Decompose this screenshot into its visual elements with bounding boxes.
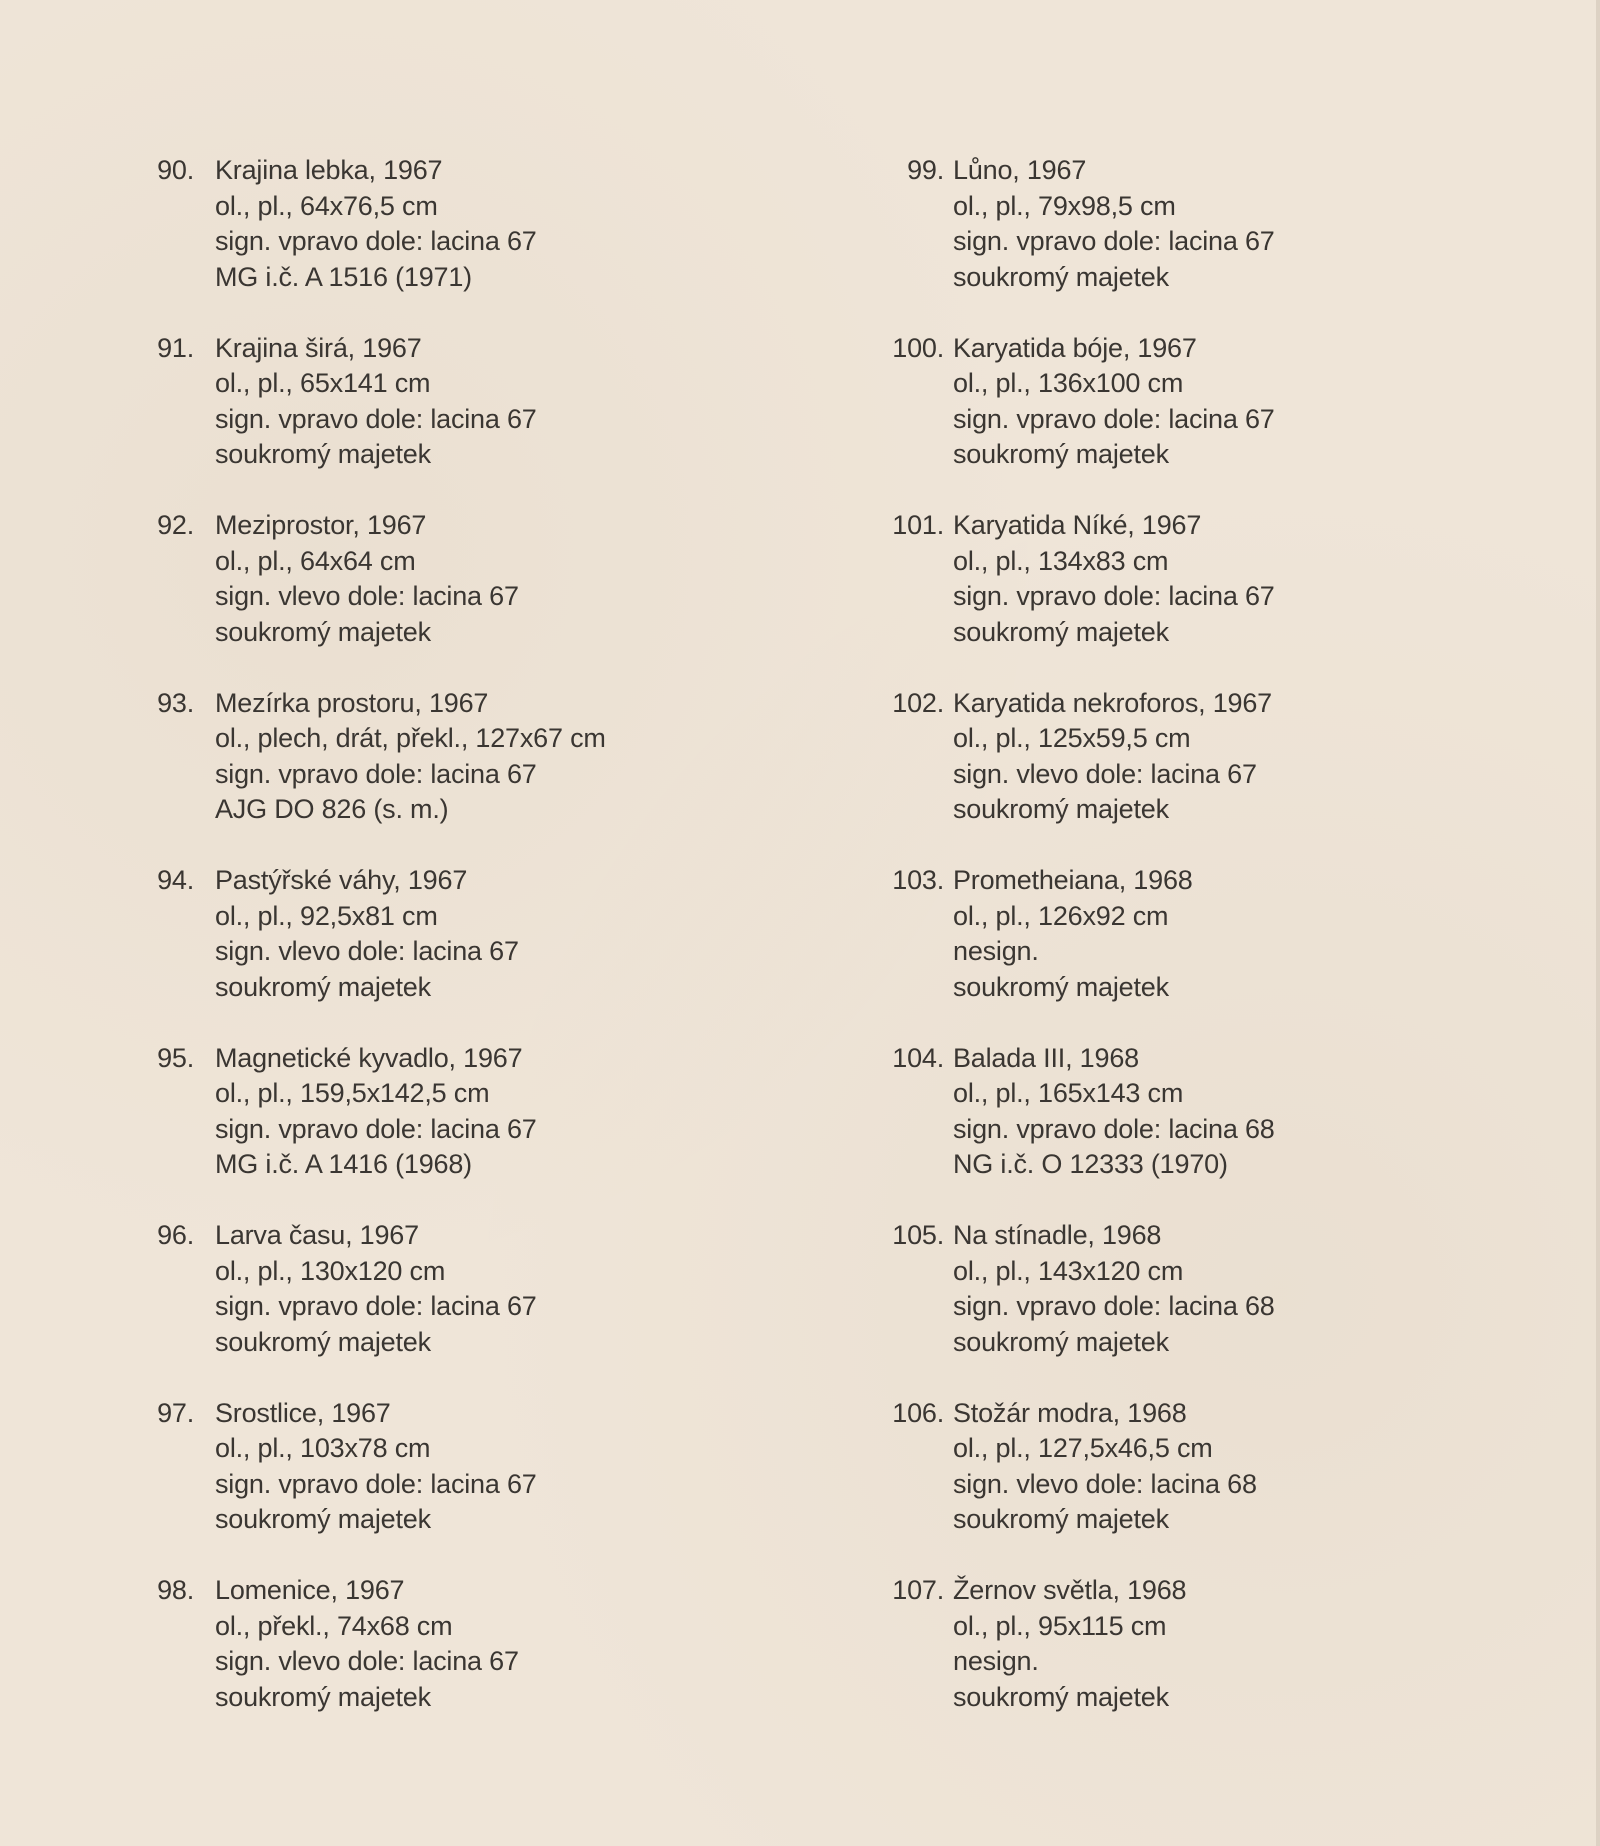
entry-number: 91.: [157, 332, 194, 363]
entry-medium: ol., pl., 165x143 cm: [953, 1078, 1184, 1108]
entry-medium: ol., pl., 95x115 cm: [953, 1610, 1167, 1641]
catalogue-entry: [148, 1041, 708, 1219]
entry-medium: ol., pl., 136x100 cm: [953, 368, 1184, 398]
entry-owner: soukromý majetek: [953, 971, 1169, 1002]
catalogue-entry: [884, 1573, 1444, 1751]
entry-owner: NG i.č. O 12333 (1970): [953, 1149, 1228, 1179]
entry-number: 101.: [892, 510, 944, 540]
entry-title: Krajina širá, 1967: [215, 332, 422, 363]
entry-owner: soukromý majetek: [215, 1326, 431, 1357]
entry-number: 105.: [892, 1220, 944, 1250]
catalogue-entry: [884, 686, 1444, 864]
entry-title: Na stínadle, 1968: [953, 1220, 1162, 1250]
catalogue-entry: [148, 863, 708, 1041]
entry-title: Pastýřské váhy, 1967: [215, 865, 468, 895]
catalogue-entry: [884, 508, 1444, 686]
entry-number: 104.: [892, 1042, 944, 1073]
entry-owner: soukromý majetek: [953, 439, 1169, 469]
entry-number: 103.: [892, 865, 944, 895]
entry-title: Balada III, 1968: [953, 1042, 1139, 1073]
entry-owner: soukromý majetek: [953, 1326, 1169, 1357]
entry-signature: sign. vpravo dole: lacina 67: [215, 1291, 537, 1321]
entry-number: 99.: [907, 155, 944, 185]
entry-signature: sign. vlevo dole: lacina 67: [215, 936, 519, 966]
entry-title: Stožár modra, 1968: [953, 1397, 1187, 1428]
entry-signature: nesign.: [953, 936, 1039, 966]
entry-owner: soukromý majetek: [215, 1681, 431, 1712]
entry-title: Larva času, 1967: [215, 1220, 419, 1250]
catalogue-entry: [148, 686, 708, 864]
entry-number: 90.: [157, 155, 194, 185]
entry-signature: sign. vpravo dole: lacina 67: [215, 1113, 537, 1144]
entry-medium: ol., pl., 130x120 cm: [215, 1255, 446, 1286]
entry-number: 93.: [157, 687, 194, 718]
entry-number: 102.: [892, 687, 944, 718]
entry-signature: sign. vlevo dole: lacina 67: [215, 581, 519, 611]
entry-owner: soukromý majetek: [953, 1504, 1169, 1534]
entry-number: 97.: [157, 1397, 194, 1428]
entry-title: Krajina lebka, 1967: [215, 155, 443, 185]
entry-owner: MG i.č. A 1416 (1968): [215, 1149, 472, 1179]
entry-signature: sign. vpravo dole: lacina 68: [953, 1291, 1275, 1321]
catalogue-entry: [884, 863, 1444, 1041]
catalogue-entry: [884, 1396, 1444, 1574]
entry-medium: ol., pl., 92,5x81 cm: [215, 900, 438, 931]
entry-medium: ol., pl., 125x59,5 cm: [953, 723, 1191, 753]
entry-title: Magnetické kyvadlo, 1967: [215, 1042, 523, 1073]
entry-number: 100.: [892, 332, 944, 363]
entry-signature: sign. vpravo dole: lacina 67: [215, 403, 537, 434]
entry-signature: sign. vpravo dole: lacina 67: [953, 581, 1275, 611]
entry-medium: ol., pl., 65x141 cm: [215, 368, 431, 398]
entry-title: Meziprostor, 1967: [215, 510, 427, 540]
page-edge: [1596, 0, 1600, 1846]
entry-medium: ol., pl., 127,5x46,5 cm: [953, 1433, 1213, 1463]
entry-owner: soukromý majetek: [953, 794, 1169, 824]
entry-signature: sign. vpravo dole: lacina 67: [953, 403, 1275, 434]
entry-title: Karyatida bóje, 1967: [953, 332, 1197, 363]
entry-medium: ol., pl., 134x83 cm: [953, 545, 1169, 576]
catalogue-entry: [148, 331, 708, 509]
entry-title: Srostlice, 1967: [215, 1397, 391, 1428]
entry-signature: sign. vlevo dole: lacina 67: [215, 1646, 519, 1676]
entry-medium: ol., pl., 143x120 cm: [953, 1255, 1184, 1286]
entry-number: 94.: [157, 865, 194, 895]
entry-title: Žernov světla, 1968: [953, 1575, 1187, 1605]
entry-owner: soukromý majetek: [953, 261, 1169, 292]
entry-medium: ol., pl., 64x76,5 cm: [215, 190, 438, 221]
entry-signature: nesign.: [953, 1646, 1039, 1676]
entry-title: Karyatida Níké, 1967: [953, 510, 1202, 540]
entry-medium: ol., pl., 159,5x142,5 cm: [215, 1078, 490, 1108]
entry-number: 98.: [157, 1575, 194, 1605]
catalogue-entry: [148, 508, 708, 686]
entry-owner: soukromý majetek: [215, 1504, 431, 1534]
entry-number: 107.: [892, 1575, 944, 1605]
entry-medium: ol., pl., 126x92 cm: [953, 900, 1169, 931]
catalogue-entry: [884, 331, 1444, 509]
entry-owner: soukromý majetek: [215, 439, 431, 469]
catalogue-entry: [148, 1573, 708, 1751]
entry-owner: soukromý majetek: [215, 616, 431, 647]
entry-signature: sign. vlevo dole: lacina 67: [953, 758, 1257, 789]
catalogue-column-left: [148, 153, 708, 1751]
catalogue-entry: [148, 1396, 708, 1574]
entry-number: 95.: [157, 1042, 194, 1073]
entry-title: Prometheiana, 1968: [953, 865, 1193, 895]
entry-signature: sign. vpravo dole: lacina 68: [953, 1113, 1275, 1144]
entry-medium: ol., pl., 103x78 cm: [215, 1433, 431, 1463]
entry-title: Mezírka prostoru, 1967: [215, 687, 489, 718]
entry-title: Karyatida nekroforos, 1967: [953, 687, 1272, 718]
entry-owner: soukromý majetek: [215, 971, 431, 1002]
catalogue-entry: [884, 153, 1444, 331]
entry-owner: soukromý majetek: [953, 1681, 1169, 1712]
entry-title: Lomenice, 1967: [215, 1575, 405, 1605]
entry-number: 92.: [157, 510, 194, 540]
entry-owner: AJG DO 826 (s. m.): [215, 794, 449, 824]
entry-medium: ol., pl., 79x98,5 cm: [953, 190, 1176, 221]
entry-medium: ol., pl., 64x64 cm: [215, 545, 416, 576]
entry-medium: ol., překl., 74x68 cm: [215, 1610, 453, 1641]
entry-signature: sign. vpravo dole: lacina 67: [215, 758, 537, 789]
entry-number: 96.: [157, 1220, 194, 1250]
entry-signature: sign. vlevo dole: lacina 68: [953, 1468, 1257, 1499]
entry-medium: ol., plech, drát, překl., 127x67 cm: [215, 723, 606, 753]
entry-signature: sign. vpravo dole: lacina 67: [953, 226, 1275, 256]
entry-number: 106.: [892, 1397, 944, 1428]
entry-title: Lůno, 1967: [953, 155, 1087, 185]
entry-signature: sign. vpravo dole: lacina 67: [215, 226, 537, 256]
entry-signature: sign. vpravo dole: lacina 67: [215, 1468, 537, 1499]
catalogue-entry: [884, 1041, 1444, 1219]
catalogue-column-right: [884, 153, 1444, 1751]
entry-owner: soukromý majetek: [953, 616, 1169, 647]
catalogue-entry: [148, 153, 708, 331]
catalogue-entry: [148, 1218, 708, 1396]
entry-owner: MG i.č. A 1516 (1971): [215, 261, 472, 292]
catalogue-entry: [884, 1218, 1444, 1396]
